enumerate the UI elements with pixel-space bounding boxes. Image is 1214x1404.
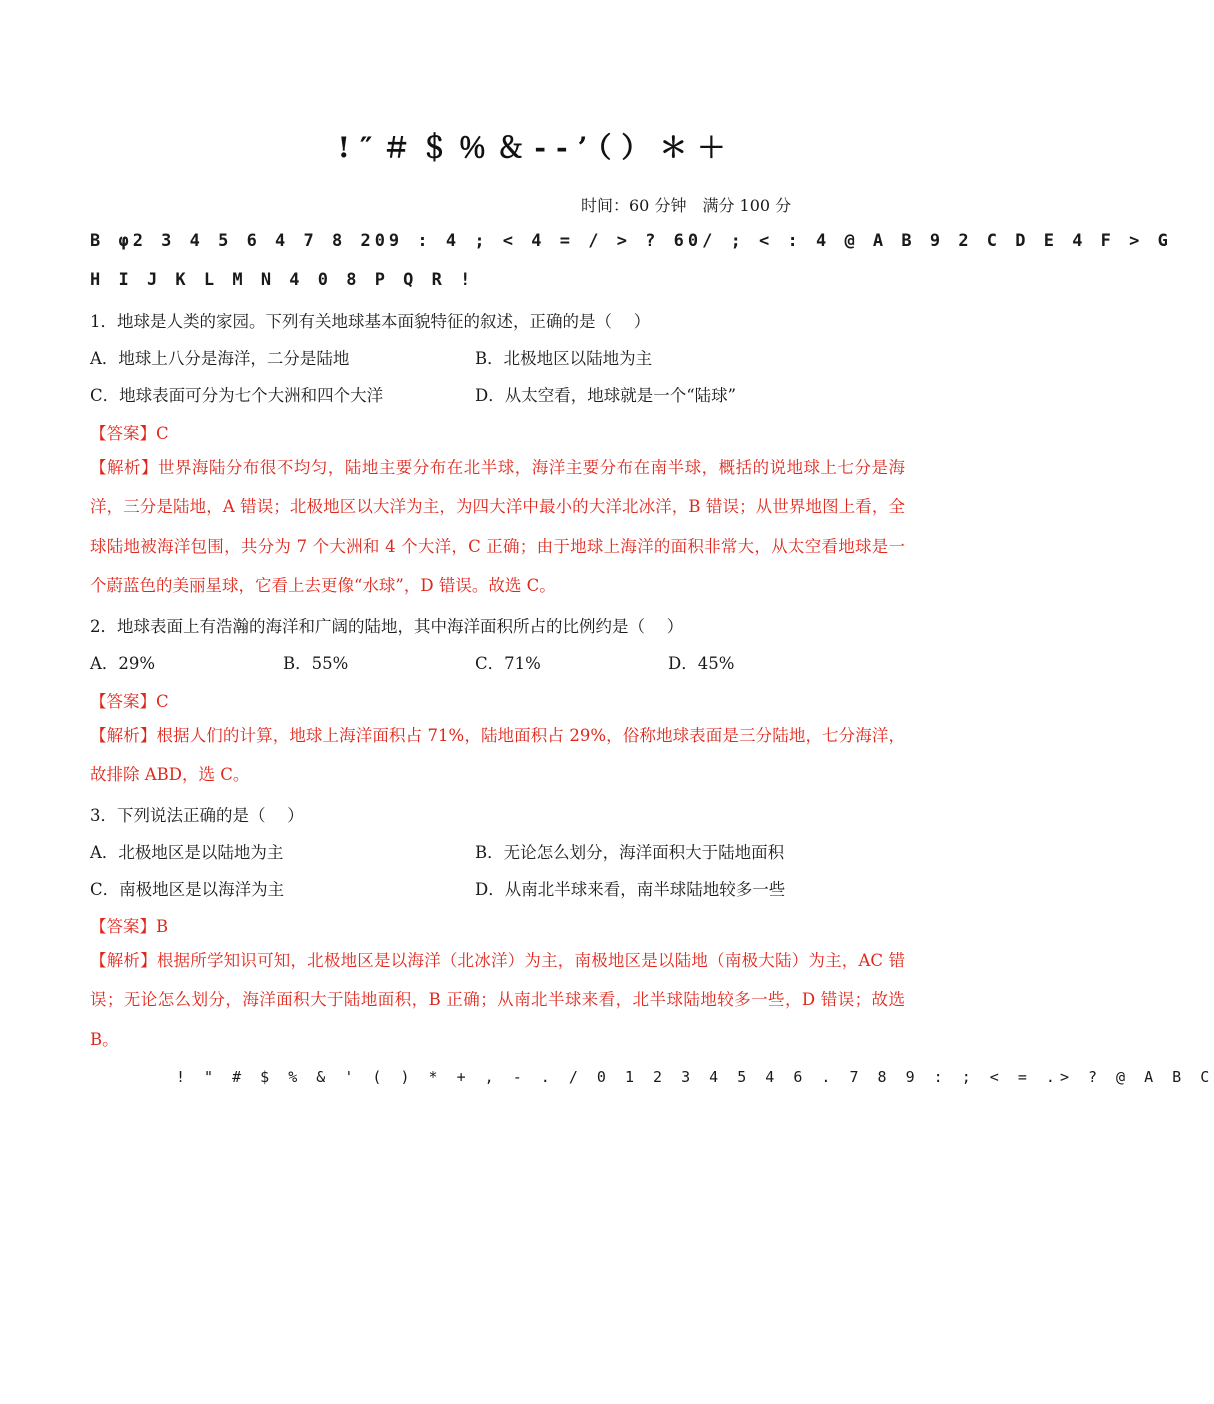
- question-3-option-a: A．北极地区是以陆地为主: [90, 843, 284, 862]
- question-1-option-c: C．地球表面可分为七个大洲和四个大洋: [90, 386, 384, 405]
- question-3-option-b: B．无论怎么划分，海洋面积大于陆地面积: [475, 843, 785, 862]
- question-3-stem: 3．下列说法正确的是（ ）: [90, 806, 304, 825]
- question-2-analysis: 【解析】根据人们的计算，地球上海洋面积占 71%，陆地面积占 29%，俗称地球表面是三分陆地，七分海洋，故排除 ABD，选 C。: [90, 726, 905, 785]
- question-3-option-d: D．从南北半球来看，南半球陆地较多一些: [475, 880, 786, 899]
- question-1-stem: 1．地球是人类的家园。下列有关地球基本面貌特征的叙述，正确的是（ ）: [90, 312, 651, 331]
- question-1-option-d: D．从太空看，地球就是一个“陆球”: [475, 386, 737, 405]
- question-2-option-a: A．29%: [90, 654, 156, 673]
- question-3-answer: 【答案】B: [90, 917, 169, 936]
- question-1-analysis: 【解析】世界海陆分布很不均匀，陆地主要分布在北半球，海洋主要分布在南半球，概括的说地球上七分是海洋，三分是陆地，A 错误；北极地区以大洋为主，为四大洋中最小的大洋北冰洋，B 错误；从世界地图上看，全球陆地被海洋包围，共分为 7 个大洲和 4 个大洋，C 正确；由于地球上海洋的面积非常大，从太空看地球是一个蔚蓝色的美丽星球，它看上去更像“水球”，D 错误。故选 C。: [90, 458, 905, 595]
- time-and-score: 时间：60 分钟 满分 100 分: [581, 196, 792, 215]
- question-1-answer: 【答案】C: [90, 424, 169, 443]
- page-footer: ! " # $ % & ' ( ) * + , - . / 0 1 2 3 4 5 4 6 . 7 8 9 : ; < = .> ? @ A B C: [176, 1068, 1214, 1086]
- question-2-answer: 【答案】C: [90, 692, 169, 711]
- question-3-option-c: C．南极地区是以海洋为主: [90, 880, 285, 899]
- question-2-stem: 2．地球表面上有浩瀚的海洋和广阔的陆地，其中海洋面积所占的比例约是（ ）: [90, 617, 684, 636]
- question-1-option-a: A．地球上八分是海洋，二分是陆地: [90, 349, 350, 368]
- instruction-line-1: B φ2 3 4 5 6 4 7 8 209 : 4 ; < 4 = / > ? 60/ ; < : 4 @ A B 9 2 C D E 4 F > G: [90, 231, 1172, 251]
- question-2-option-b: B．55%: [283, 654, 349, 673]
- instruction-line-2: H I J K L M N 4 0 8 P Q R !: [90, 270, 475, 290]
- question-2-option-d: D．45%: [668, 654, 735, 673]
- question-3-analysis: 【解析】根据所学知识可知，北极地区是以海洋（北冰洋）为主，南极地区是以陆地（南极大陆）为主，AC 错误；无论怎么划分，海洋面积大于陆地面积，B 正确；从南北半球来看，北半球陆地较多一些，D 错误；故选 B。: [90, 951, 905, 1049]
- page-title: !″＃＄％＆‐‐’（）＊＋: [337, 131, 736, 164]
- question-1-option-b: B．北极地区以陆地为主: [475, 349, 653, 368]
- question-2-option-c: C．71%: [475, 654, 541, 673]
